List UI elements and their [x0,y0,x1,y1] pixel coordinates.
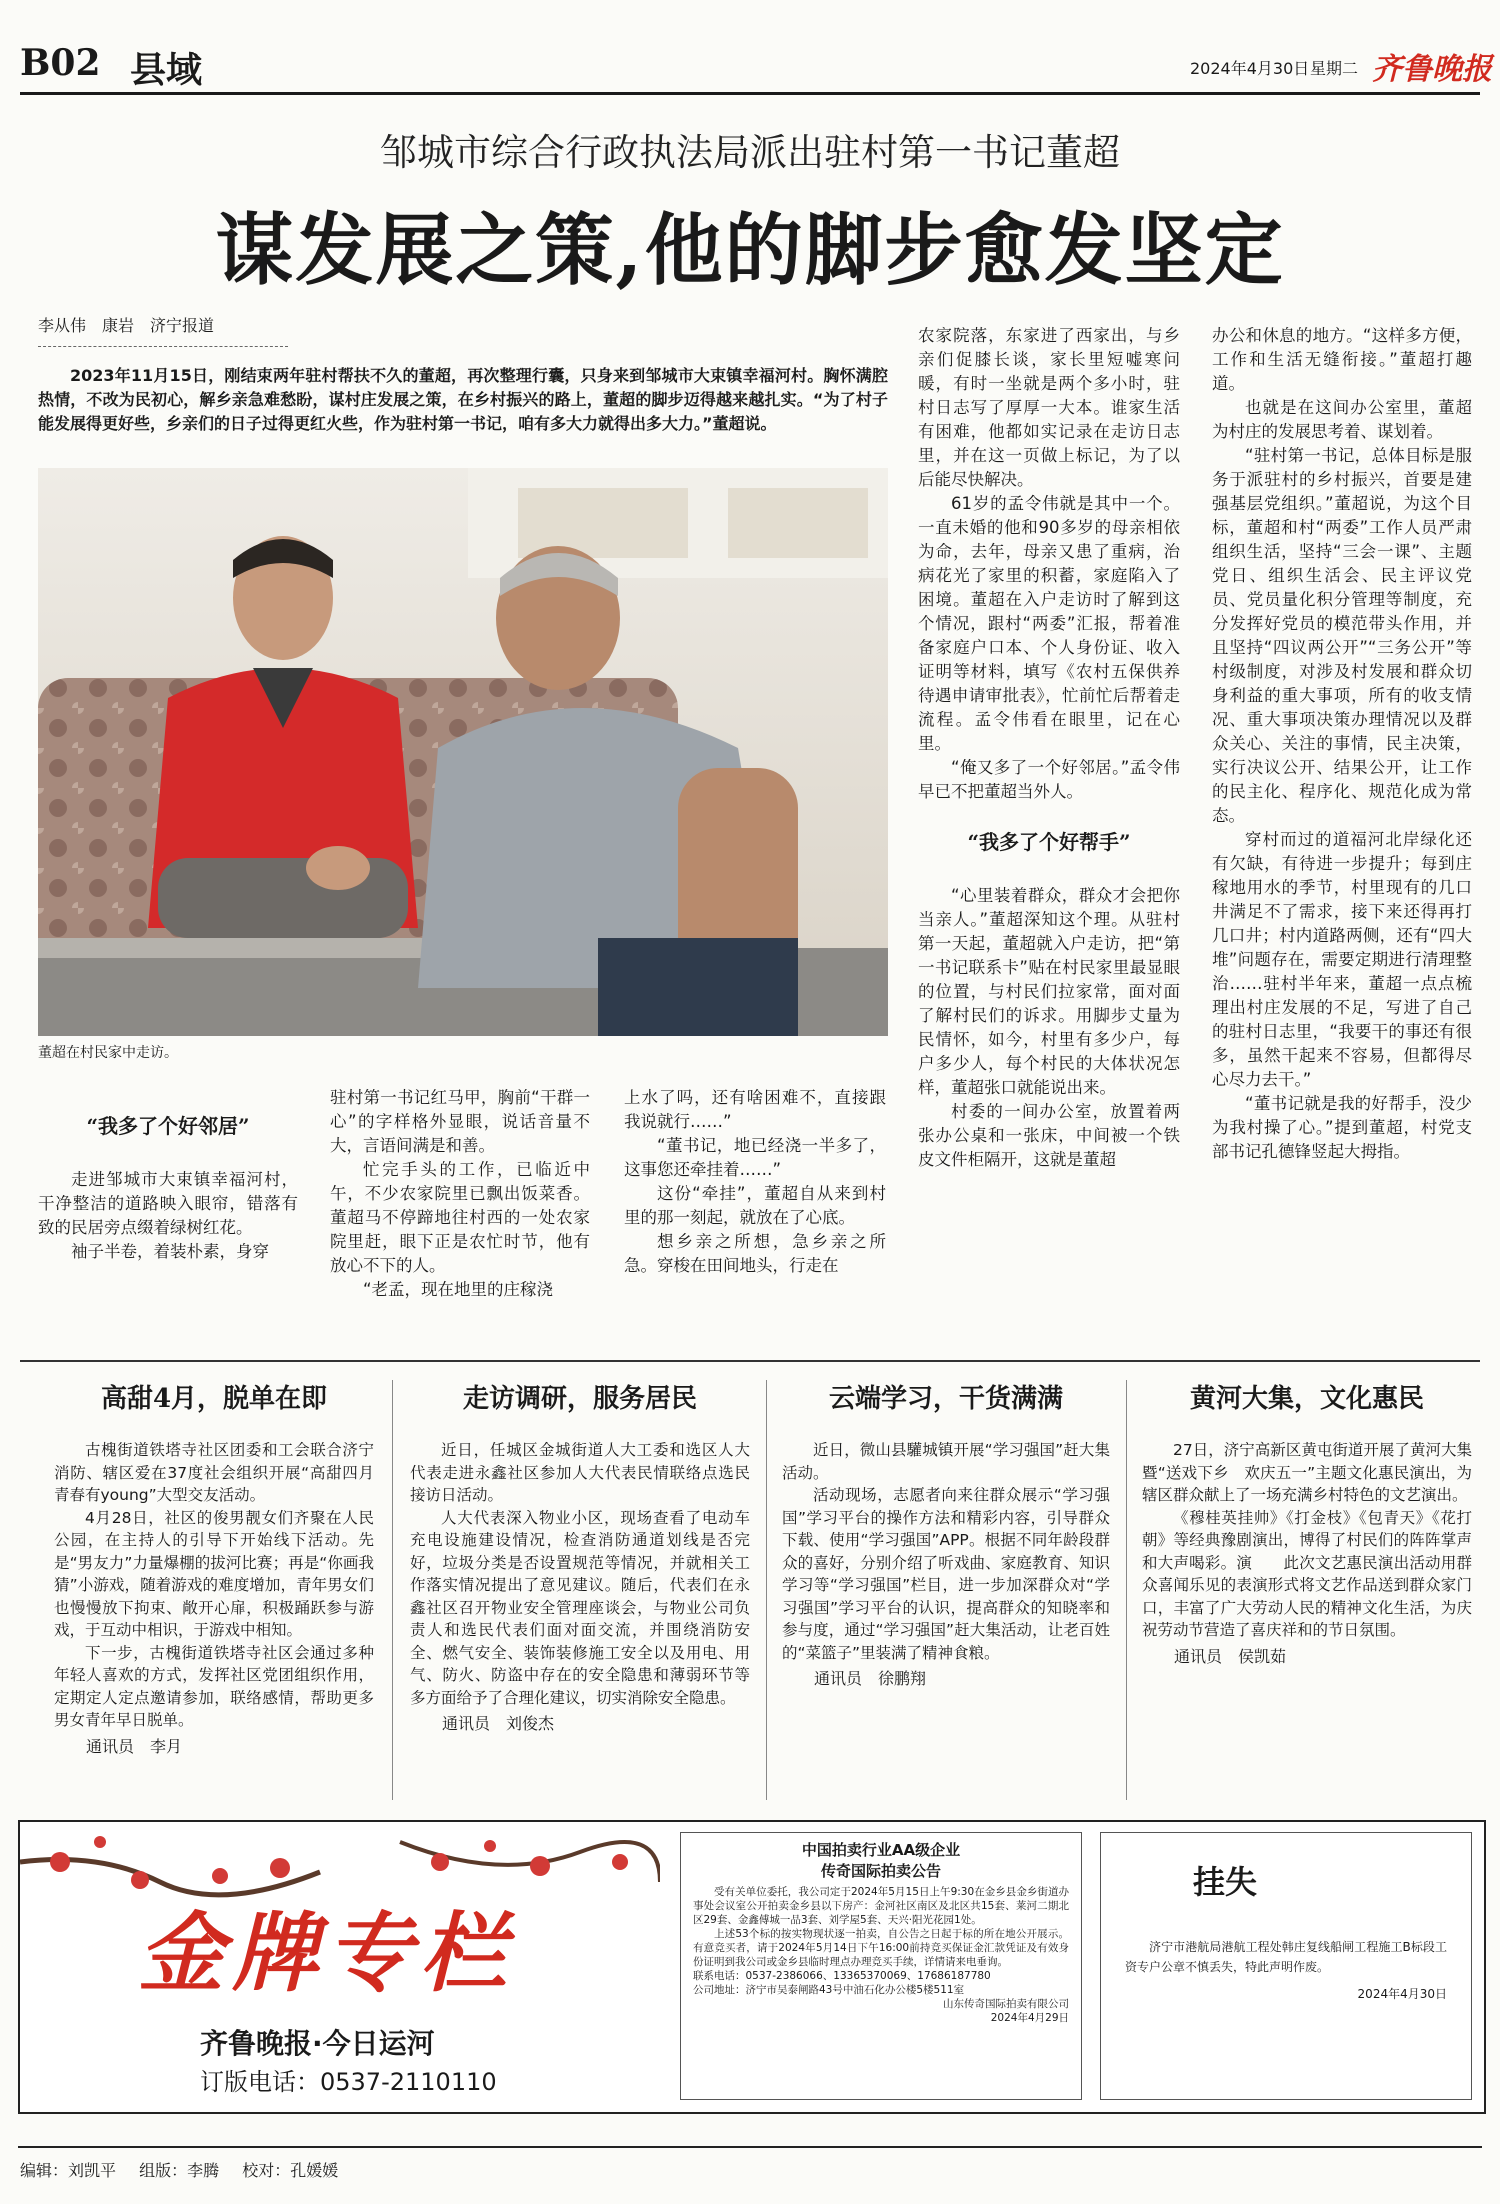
paragraph: “心里装着群众，群众才会把你当亲人。”董超深知这个理。从驻村第一天起，董超就入户走访，把“第一书记联系卡”贴在村民家里最显眼的位置，与村民们拉家常，面对面了解村民们的诉求。用脚步丈量为民情怀，如今，村里有多少户，每户多少人，每个村民的大体状况怎样，董超张口就能说出来。 [918,886,1180,1097]
lost-notice [1100,1832,1472,2100]
auction-title-2: 传奇国际拍卖公告 [820,1862,941,1880]
brief-reporter: 通讯员 李月 [86,1736,183,1756]
paragraph: 古槐街道铁塔寺社区团委和工会联合济宁消防、辖区爱在37度社会组织开展“高甜四月 青春有young”大型交友活动。 [54,1441,390,1504]
advertisement-area [18,1820,1486,2114]
auction-body-2: 上述53个标的按实物现状逐一拍卖，自公告之日起于标的所在地公开展示。有意竞买者，请于2024年5月14日下午16:00前持竞买保证金汇款凭证及有效身份证明到我公司或金乡县临时理点办理竞买手续，详情请来电垂询。 [693,1928,1069,1968]
brief-3 [782,1378,1110,1689]
paragraph: 想乡亲之所想，急乡亲之所急。穿梭在田间地头，行走在 [624,1232,886,1275]
brief-title: 黄河大集，文化惠民 [1189,1384,1424,1414]
paragraph: 袖子半卷，着装朴素，身穿 [71,1242,269,1261]
brief-4 [1142,1378,1472,1667]
paragraph: 4月28日，社区的俊男靓女们齐聚在人民公园，在主持人的引导下开始线下活动。先是“男友力”力量爆棚的拔河比赛；再是“你画我猜”小游戏，随着游戏的难度增加，青年男女们也慢慢放下拘束、敞开心扉，积极踊跃参与游戏，于互动中相识，于游戏中相知。 [54,1508,374,1639]
brief-title: 高甜4月，脱单在即 [100,1384,328,1414]
paragraph: “老孟，现在地里的庄稼浇 [363,1280,554,1299]
auction-address: 公司地址：济宁市吴泰闸路43号中油石化办公楼5楼511室 [693,1984,965,1996]
newspaper-logo: 齐鲁晚报 [1372,52,1492,87]
paragraph: 下一步，古槐街道铁塔寺社区会通过多种年轻人喜欢的方式，发挥社区党团组织作用，定期定人定点邀请参加，联络感情，帮助更多男女青年早日脱单。 [54,1643,374,1729]
auction-notice [680,1832,1082,2100]
column-divider [766,1380,767,1800]
subtitle-good-helper: “我多了个好帮手” [967,830,1131,854]
paragraph: 驻村第一书记红马甲，胸前“干群一心”的字样格外显眼，说话音量不大，言语间满是和善。 [330,1088,590,1155]
paragraph: 这份“牵挂”，董超自从来到村里的那一刻起，就放在了心底。 [624,1184,886,1227]
issue-date: 2024年4月30日 [1190,59,1310,78]
brief-title: 云端学习，干货满满 [828,1384,1063,1414]
paragraph: 活动现场，志愿者向来往群众展示“学习强国”学习平台的操作方法和精彩内容，引导群众下载、使用“学习强国”APP。根据不同年龄段群众的喜好，分别介绍了听戏曲、家庭教育、知识学习等“学习强国”栏目，进一步加深群众对“学习强国”学习平台的认识，提高群众的知晓率和参与度，通过“学习强国”赶大集活动，让老百姓的“菜篮子”里装满了精神食粮。 [782,1486,1110,1662]
column-divider [392,1380,393,1800]
article-photo [38,468,888,1036]
issue-weekday: 星期二 [1310,59,1359,78]
article-column-2 [330,1086,590,1302]
brief-2 [410,1378,750,1734]
auction-phone: 联系电话：0537-2386066、13365370069、17686187780 [693,1970,991,1982]
paragraph: 人大代表深入物业小区，现场查看了电动车充电设施建设情况，检查消防通道划线是否完好，垃圾分类是否设置规范等情况，并就相关工作落实情况提出了意见建议。随后，代表们在永鑫社区召开物业安全管理座谈会，与物业公司负责人和选民代表们面对面交流，并围绕消防安全、燃气安全、装饰装修施工安全以及用电、用气、防火、防盗中存在的安全隐患和薄弱环节等多方面给予了合理化建议，切实消除安全隐患。 [410,1508,750,1707]
article-headline: 谋发展之策,他的脚步愈发坚定 [215,205,1285,296]
photo-caption: 董超在村民家中走访。 [38,1045,178,1061]
paragraph: 61岁的孟令伟就是其中一个。一直未婚的他和90多岁的母亲相依为命，去年，母亲又患了重病，治病花光了家里的积蓄，家庭陷入了困境。董超在入户走访时了解到这个情况，跟村“两委”汇报，帮着准备家庭户口本、个人身份证、收入证明等材料，填写《农村五保供养待遇申请审批表》，忙前忙后帮着走流程。孟令伟看在眼里，记在心里。 [918,494,1180,753]
paragraph: 上水了吗，还有啥困难不，直接跟我说就行……” [624,1088,886,1131]
byline-divider [38,346,288,347]
brief-body [54,1439,390,1732]
paragraph: 《穆桂英挂帅》《打金枝》《包青天》《花打朝》等经典豫剧演出，博得了村民们的阵阵掌声和大声喝彩。演 此次文艺惠民演出活动用群众喜闻乐见的表演形式将文艺作品送到群众家门口，丰富了广大劳动人民的精神文化生活，为庆祝劳动节营造了喜庆祥和的节日氛围。 [1142,1508,1472,1639]
brief-body [782,1439,1110,1664]
paragraph: 也就是在这间办公室里，董超为村庄的发展思考着、谋划着。 [1212,398,1472,441]
page-number: B02 [20,42,101,84]
paragraph: 走进邹城市大束镇幸福河村，干净整洁的道路映入眼帘，错落有致的民居旁点缀着绿树红花。 [38,1170,298,1237]
column-promo [20,1822,660,2112]
subtitle-good-neighbor: “我多了个好邻居” [86,1114,250,1138]
column-phone: 订版电话：0537-2110110 [200,2068,497,2096]
article-column-3 [624,1086,886,1278]
article-column-1 [38,1086,298,1264]
brief-reporter: 通讯员 徐鹏翔 [814,1669,927,1688]
column-slogan: 齐鲁晚报·今日运河 [200,2027,435,2060]
article-lede: 2023年11月15日，刚结束两年驻村帮扶不久的董超，再次整理行囊，只身来到邹城市大束镇幸福河村。胸怀满腔热情，不改为民初心，解乡亲急难愁盼，谋村庄发展之策，在乡村振兴的路上，董超的脚步迈得越来越扎实。“为了村子能发展得更好些，乡亲们的日子过得更红火些，作为驻村第一书记，咱有多大力就得出多大力。”董超说。 [38,366,888,433]
paragraph: “俺又多了一个好邻居。”孟令伟早已不把董超当外人。 [918,758,1180,801]
paragraph: 穿村而过的道福河北岸绿化还有欠缺，有待进一步提升；每到庄稼地用水的季节，村里现有的几口井满足不了需求，接下来还得再打几口井；村内道路两侧，还有“四大堆”问题存在，需要定期进行清理整治……驻村半年来，董超一点点梳理出村庄发展的不足，写进了自己的驻村日志里，“我要干的事还有很多，虽然干起来不容易，但都得尽心尽力去干。” [1212,830,1472,1089]
column-divider [1126,1380,1127,1800]
paragraph: 村委的一间办公室，放置着两张办公桌和一张床，中间被一个铁皮文件柜隔开，这就是董超 [918,1102,1180,1169]
paragraph: “驻村第一书记，总体目标是服务于派驻村的乡村振兴，首要是建强基层党组织。”董超说，为这个目标，董超和村“两委”工作人员严肃组织生活，坚持“三会一课”、主题党日、组织生活会、民主评议党员、党员量化积分管理等制度，充分发挥好党员的模范带头作用，并且坚持“四议两公开”“三务公开”等村级制度，对涉及村发展和群众切身利益的重大事项，所有的收支情况、重大事项决策办理情况以及群众关心、关注的事情，民主决策，实行决议公开、结果公开，让工作的民主化、程序化、规范化成为常态。 [1212,446,1472,825]
paragraph: “董书记，地已经浇一半多了，这事您还牵挂着……” [624,1136,886,1179]
article-column-5 [1212,324,1472,1164]
footer-divider [18,2146,1482,2148]
footer-credits [20,2158,338,2181]
layout-credit: 组版：李腾 [139,2161,220,2180]
lost-date: 2024年4月30日 [1357,1987,1447,2001]
section-name: 县域 [130,49,203,91]
lost-title: 挂失 [1193,1863,1258,1901]
proof-credit: 校对：孔媛媛 [242,2161,339,2180]
photo-illustration [38,468,888,1036]
brief-reporter: 通讯员 刘俊杰 [442,1714,555,1733]
paragraph: 办公和休息的地方。“这样多方便，工作和生活无缝衔接。”董超打趣道。 [1212,326,1472,393]
paragraph: 近日，微山县驩城镇开展“学习强国”赶大集活动。 [782,1441,1110,1482]
auction-body: 受有关单位委托，我公司定于2024年5月15日上午9:30在金乡县金乡街道办事处会议室公开拍卖金乡县以下房产：金河社区南区及北区共15套、莱河二期北区29套、金鑫傅城一品3套、刘学屋5套、天兴·阳光花园1处。 [693,1886,1069,1926]
paragraph: 忙完手头的工作，已临近中午，不少农家院里已飘出饭菜香。董超马不停蹄地往村西的一处农家院里赶，眼下正是农忙时节，他有放心不下的人。 [330,1160,590,1275]
brief-1 [54,1378,390,1757]
article-subheading: 邹城市综合行政执法局派出驻村第一书记董超 [380,131,1120,174]
auction-title-1: 中国拍卖行业AA级企业 [801,1841,961,1859]
brief-title: 走访调研，服务居民 [462,1384,697,1414]
column-logo: 金牌专栏 [138,1903,514,2004]
brief-body [410,1439,750,1709]
paragraph: 农家院落，东家进了西家出，与乡亲们促膝长谈，家长里短嘘寒问暖，有时一坐就是两个多小时，驻村日志写了厚厚一大本。谁家生活有困难，他都如实记录在走访日志里，并在这一页做上标记，为了以后能尽快解决。 [918,326,1180,489]
paragraph: 27日，济宁高新区黄屯街道开展了黄河大集暨“送戏下乡 欢庆五一”主题文化惠民演出，为辖区群众献上了一场充满乡村特色的文艺演出。 [1142,1441,1472,1504]
header-divider [20,92,1480,95]
brief-body [1142,1439,1472,1642]
section-divider [20,1360,1480,1362]
lost-body: 济宁市港航局港航工程处韩庄复线船闸工程施工B标段工资专户公章不慎丢失，特此声明作废。 [1125,1940,1447,1974]
paragraph: 近日，任城区金城街道人大工委和选区人大代表走进永鑫社区参加人大代表民情联络点选民接访日活动。 [410,1441,750,1504]
article-column-4 [918,324,1180,1172]
auction-date: 2024年4月29日 [990,2012,1069,2024]
auction-company: 山东传奇国际拍卖有限公司 [943,1998,1069,2010]
brief-reporter: 通讯员 侯凯茹 [1174,1646,1287,1666]
byline: 李从伟 康岩 济宁报道 [38,316,215,335]
editor-credit: 编辑：刘凯平 [20,2161,117,2180]
paragraph: “董书记就是我的好帮手，没少为我村操了心。”提到董超，村党支部书记孔德锋竖起大拇指。 [1212,1094,1472,1161]
